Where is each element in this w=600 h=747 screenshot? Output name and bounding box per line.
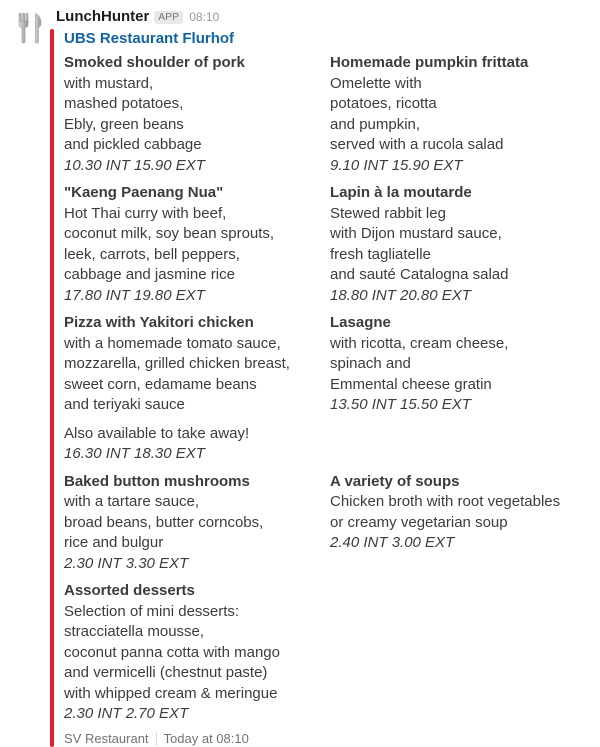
menu-item-title: A variety of soups: [330, 472, 460, 490]
menu-item-title: Baked button mushrooms: [64, 472, 250, 490]
menu-item-price: 9.10 INT 15.90 EXT: [330, 156, 463, 174]
menu-item-title: Pizza with Yakitori chicken: [64, 314, 254, 331]
menu-item-description-line: Stewed rabbit leg: [330, 204, 446, 222]
menu-item-price: 2.30 INT 2.70 EXT: [64, 705, 189, 722]
menu-field: [64, 472, 330, 575]
menu-field: [64, 53, 330, 176]
attachment-body: [54, 29, 596, 747]
menu-item-description-line: cabbage and jasmine rice: [64, 266, 235, 283]
menu-item-description-line: mashed potatoes,: [64, 95, 184, 112]
menu-item-description-line: served with a rucola salad: [330, 136, 504, 153]
menu-field: [330, 53, 596, 176]
menu-field: [64, 183, 330, 306]
menu-item-description-line: with ricotta, cream cheese,: [330, 334, 509, 352]
menu-item-title: "Kaeng Paenang Nua": [64, 184, 224, 201]
menu-item-description-line: and vermicelli (chestnut paste): [64, 664, 268, 681]
footer-divider-icon: [156, 732, 157, 746]
menu-item-description-line: Ebly, green beans: [64, 115, 184, 133]
menu-item-description-line: leek, carrots, bell peppers,: [64, 245, 240, 263]
avatar[interactable]: [12, 10, 48, 46]
menu-attachment: [50, 29, 596, 747]
menu-item-description-line: coconut panna cotta with mango: [64, 643, 280, 661]
menu-item-price: 13.50 INT 15.50 EXT: [330, 396, 471, 413]
menu-item-price: 16.30 INT 18.30 EXT: [64, 445, 205, 462]
menu-item-description-line: and pumpkin,: [330, 115, 421, 133]
menu-item-description-line: with a tartare sauce,: [64, 493, 200, 510]
menu-item-description-line: coconut milk, soy bean sprouts,: [64, 225, 275, 242]
menu-item-description-line: with mustard,: [64, 74, 154, 92]
menu-item-description-line: and pickled cabbage: [64, 136, 202, 153]
menu-item-price: 2.40 INT 3.00 EXT: [330, 534, 455, 551]
menu-item-price: 18.80 INT 20.80 EXT: [330, 286, 471, 304]
paragraph-break: [64, 416, 330, 424]
app-badge: APP: [154, 11, 183, 24]
menu-item-title: Assorted desserts: [64, 582, 195, 599]
menu-item-price: 17.80 INT 19.80 EXT: [64, 286, 205, 304]
menu-item-description-line: spinach and: [330, 355, 411, 372]
menu-item-description-line: broad beans, butter corncobs,: [64, 513, 264, 531]
menu-item-description-line: stracciatella mousse,: [64, 623, 205, 640]
menu-item-description-line: with whipped cream & meringue: [64, 684, 278, 702]
menu-item-description-line: rice and bulgur: [64, 534, 164, 551]
menu-field: [64, 581, 330, 725]
menu-item-title: Lapin à la moutarde: [330, 184, 472, 201]
menu-fields-grid: [64, 53, 596, 725]
footer-source: SV Restaurant: [64, 730, 149, 746]
menu-item-description-line: Chicken broth with root vegetables: [330, 493, 561, 510]
footer-timestamp: Today at 08:10: [163, 730, 249, 746]
menu-item-description-line: and teriyaki sauce: [64, 396, 185, 413]
menu-item-description-line: potatoes, ricotta: [330, 95, 437, 112]
menu-item-description-line: Selection of mini desserts:: [64, 602, 240, 620]
menu-item-description-line: with Dijon mustard sauce,: [330, 225, 502, 242]
menu-item-price: 2.30 INT 3.30 EXT: [64, 554, 189, 572]
menu-item-title: Lasagne: [330, 314, 391, 331]
menu-item-description-line: Also available to take away!: [64, 424, 250, 442]
menu-field: [330, 472, 596, 575]
menu-item-title: Smoked shoulder of pork: [64, 54, 245, 71]
message-timestamp[interactable]: 08:10: [189, 10, 220, 24]
message-content: [56, 8, 596, 747]
menu-item-description-line: Emmental cheese gratin: [330, 375, 492, 393]
menu-item-description-line: or creamy vegetarian soup: [330, 513, 508, 531]
menu-field: [330, 313, 596, 465]
username[interactable]: LunchHunter: [56, 8, 150, 25]
attachment-footer: [64, 731, 596, 747]
menu-item-description-line: Omelette with: [330, 74, 422, 92]
cutlery-icon: [12, 33, 48, 50]
menu-field: [64, 313, 330, 465]
menu-item-title: Homemade pumpkin frittata: [330, 54, 529, 71]
menu-item-description-line: mozzarella, grilled chicken breast,: [64, 355, 290, 372]
menu-field: [330, 183, 596, 306]
menu-item-description-line: sweet corn, edamame beans: [64, 375, 257, 393]
menu-item-description-line: fresh tagliatelle: [330, 245, 431, 263]
message-header: [56, 8, 596, 26]
attachment-title-link[interactable]: UBS Restaurant Flurhof: [64, 30, 235, 47]
menu-item-description-line: with a homemade tomato sauce,: [64, 334, 281, 352]
menu-item-description-line: Hot Thai curry with beef,: [64, 204, 227, 222]
menu-item-description-line: and sauté Catalogna salad: [330, 266, 509, 283]
menu-item-price: 10.30 INT 15.90 EXT: [64, 156, 205, 174]
